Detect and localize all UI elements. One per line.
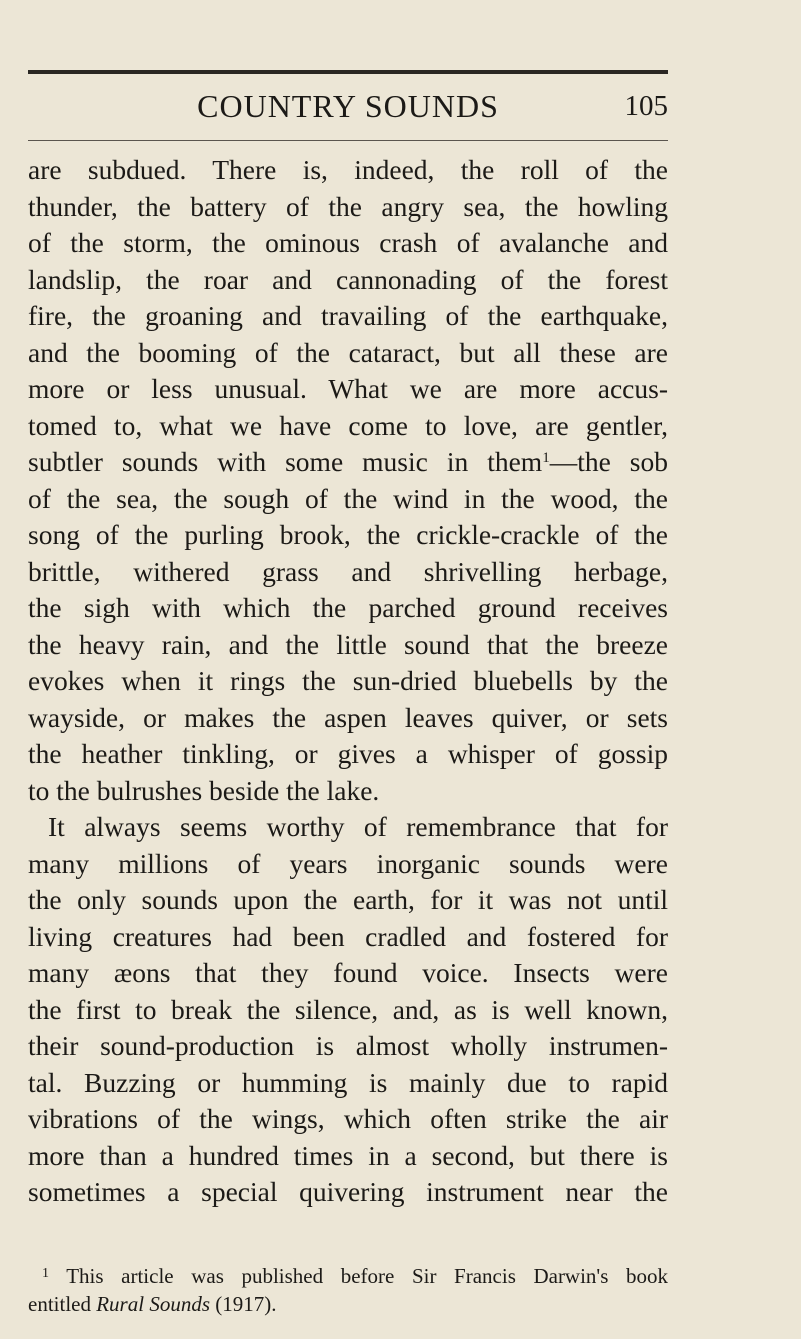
footnote-book-title: Rural Sounds	[96, 1292, 210, 1316]
running-title: COUNTRY SOUNDS	[197, 88, 499, 124]
text-line: the heavy rain, and the little sound that the breeze	[28, 628, 668, 660]
text-line: of the sea, the sough of the wind in the wood, the	[28, 482, 668, 514]
text-fragment: subtler sounds with some music in them	[28, 446, 543, 477]
footnote-line	[28, 1262, 668, 1290]
text-line: wayside, or makes the aspen leaves quiver, or sets	[28, 701, 668, 733]
text-line: evokes when it rings the sun-dried bluebells by the	[28, 665, 668, 696]
text-line: tomed to, what we have come to love, are gentler,	[28, 409, 668, 441]
footnote-marker: 1	[42, 1266, 49, 1281]
footnote-text: This article was published before Sir Francis Darwin's book	[66, 1264, 668, 1288]
footnote-reference[interactable]: 1	[542, 450, 550, 466]
text-line: many æons that they found voice. Insects were	[28, 957, 668, 988]
footnote-text: (1917).	[215, 1292, 277, 1316]
text-line: brittle, withered grass and shrivelling herbage,	[28, 555, 668, 587]
text-line: song of the purling brook, the crickle-crackle of the	[28, 519, 668, 550]
text-line: sometimes a special quivering instrument near the	[28, 1176, 668, 1207]
text-fragment: —the sob	[549, 446, 668, 477]
text-line: the first to break the silence, and, as is well known,	[28, 993, 668, 1025]
text-line: It always seems worthy of remembrance that for	[48, 811, 668, 842]
text-line: many millions of years inorganic sounds were	[28, 847, 668, 879]
top-rule	[28, 70, 668, 74]
text-line: vibrations of the wings, which often strike the air	[28, 1103, 668, 1134]
text-line: more than a hundred times in a second, but there is	[28, 1139, 668, 1171]
page-number: 105	[624, 90, 668, 122]
text-line: to the bulrushes beside the lake.	[28, 774, 380, 806]
text-line: of the storm, the ominous crash of avalanche and	[28, 227, 668, 258]
text-line: and the booming of the cataract, but all these are	[28, 336, 668, 368]
text-line: the sigh with which the parched ground receives	[28, 592, 668, 623]
text-line: the heather tinkling, or gives a whisper of gossip	[28, 738, 668, 769]
footnote-line	[28, 1290, 668, 1318]
body-text	[28, 152, 668, 1211]
text-line: are subdued. There is, indeed, the roll of the	[28, 154, 668, 185]
text-line: fire, the groaning and travailing of the earthquake,	[28, 300, 668, 331]
text-line: thunder, the battery of the angry sea, the howling	[28, 190, 668, 222]
text-line: tal. Buzzing or humming is mainly due to rapid	[28, 1066, 668, 1098]
text-line: landslip, the roar and cannonading of the forest	[28, 263, 668, 295]
text-line: the only sounds upon the earth, for it was not until	[28, 884, 668, 915]
footnote-text: entitled	[28, 1292, 91, 1316]
text-line: their sound-production is almost wholly instrumen-	[28, 1030, 668, 1061]
head-rule	[28, 140, 668, 141]
text-line: more or less unusual. What we are more accus-	[28, 373, 668, 404]
text-line: living creatures had been cradled and fostered for	[28, 920, 668, 952]
text-line-with-note	[28, 444, 668, 481]
running-head	[28, 86, 668, 126]
footnote	[28, 1262, 668, 1318]
